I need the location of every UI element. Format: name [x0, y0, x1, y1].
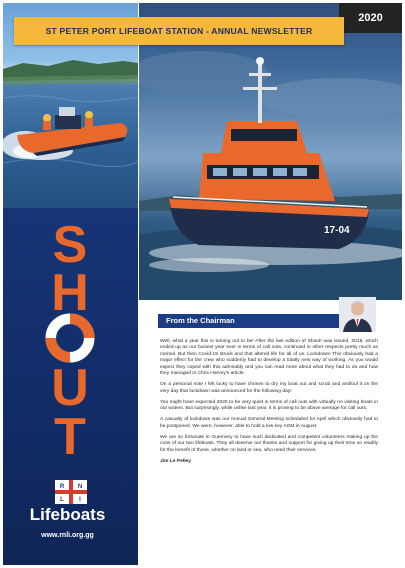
- shout-masthead: [3, 208, 138, 458]
- website-url[interactable]: www.rnli.org.gg: [41, 532, 94, 539]
- chairman-portrait-illustration: [339, 297, 376, 332]
- lifeboats-wordmark: Lifeboats: [29, 505, 106, 524]
- logo-letter-r: R: [59, 484, 65, 490]
- chairman-portrait: [339, 297, 376, 332]
- article-paragraph: We are so fortunate in Guernsey to have such dedicated and competent volunteers making up the crew of our two lifeboats. They all deserve our thanks and support for giving up their time so readily for the benefit of those, whether on land or sea, who need their services.: [160, 435, 378, 453]
- article-paragraph: You might have expected 2020 to be very quiet in terms of call outs with virtually no visiting boats in our waters. But surprisingly, while unlike last year, it is proving to be above average for call outs.: [160, 399, 378, 412]
- logo-letter-n: N: [77, 484, 83, 490]
- boat-number: 17-04: [324, 225, 350, 236]
- left-column: [3, 3, 138, 565]
- article-signature: Jim Le Pelley: [160, 459, 191, 465]
- newsletter-banner: ST PETER PORT LIFEBOAT STATION - ANNUAL NEWSLETTER: [14, 17, 344, 45]
- article-paragraph: A casualty of lockdown was our Annual General Meeting scheduled for April which obviously had to be postponed. We were, however, able to hold a low key AGM in August.: [160, 417, 378, 429]
- chairman-article: [160, 339, 378, 470]
- masthead-letter-h: H: [51, 264, 89, 322]
- issue-year-tab: 2020: [339, 3, 402, 33]
- logo-letter-i: I: [79, 497, 81, 503]
- lifebuoy-icon: [51, 319, 89, 357]
- masthead-letter-u: U: [51, 359, 89, 417]
- section-heading: From the Chairman: [166, 316, 235, 325]
- logo-letter-l: L: [60, 497, 64, 503]
- all-weather-lifeboat-photo: [139, 3, 402, 300]
- article-paragraph: On a personal note I felt lucky to have chosen to dry my boat out and scrub and antifoul it on the very day that lockdown was announced for the following day!: [160, 382, 378, 394]
- article-paragraph: Well, what a year this is turning out to be! After the last edition of Shout! was issued, 2019, which ended up as our busiest year ever in terms of call outs, continued in other respects pretty much as normal. But then Covid-19 struck and that altered life for all of us. Lockdown! This obviously had a major effect for the crew who suddenly had to develop a totally new way of working. As you would expect they coped with this admirably and you can read more about what they had to do and how they managed in Chris Harvey's article.: [160, 339, 378, 377]
- masthead-letter-t: T: [54, 408, 86, 458]
- all-weather-lifeboat-illustration: [139, 3, 402, 300]
- masthead-letter-s: S: [52, 216, 88, 274]
